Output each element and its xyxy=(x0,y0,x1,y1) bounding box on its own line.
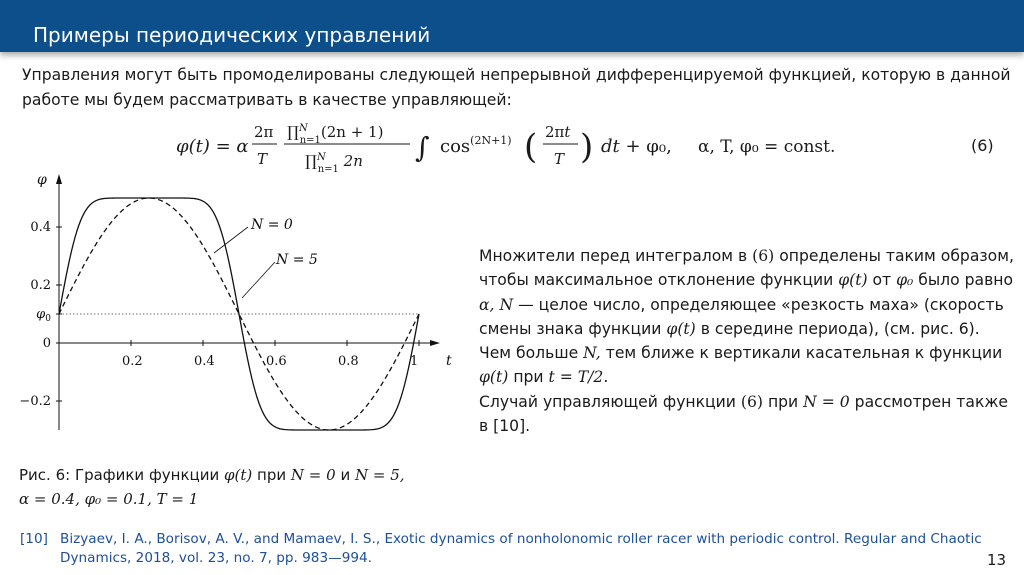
y-tick-label: −0.2 xyxy=(19,394,51,409)
caption-mid1: при xyxy=(257,466,287,484)
label-n5: N = 5 xyxy=(276,252,318,268)
y-tick-label: 0 xyxy=(42,336,51,351)
desc-p2-N: N, xyxy=(583,344,601,363)
plot-axes xyxy=(56,174,440,430)
y-tick-label: 0.2 xyxy=(30,278,51,293)
formula-condition: α, T, φ₀ = const. xyxy=(698,137,836,157)
desc-p1-ref: (6) xyxy=(752,247,775,265)
desc-p1-alpha: α, xyxy=(479,295,495,314)
y-axis-arrow xyxy=(56,174,62,184)
x-tick-label: 0.4 xyxy=(194,354,215,369)
description-paragraph-3 xyxy=(479,390,1014,439)
desc-p1-fn: φ(t) xyxy=(838,271,868,290)
desc-p2-fn: φ(t) xyxy=(479,368,509,387)
caption-n0: N = 0 xyxy=(290,466,336,484)
caption-fn: φ(t) xyxy=(224,466,253,484)
x-tick-label: 0.2 xyxy=(122,354,143,369)
desc-p1-f: в середине периода), (см. рис. 6). xyxy=(700,319,980,338)
formula-tail: dt + φ₀, xyxy=(601,136,672,157)
caption-n5: N = 5, xyxy=(355,466,405,484)
formula-lhs: φ(t) = α xyxy=(176,136,249,157)
label-n0: N = 0 xyxy=(251,217,293,233)
x-tick-label: 1 xyxy=(410,354,419,369)
intro-text: Управления могут быть промоделированы следующей непрерывной дифференцируемой функцией, которую в данной работе мы будем рассматривать в качестве управляющей: xyxy=(22,66,1011,109)
desc-p3-ref: (6) xyxy=(740,392,763,411)
caption-params: α = 0.4, φ₀ = 0.1, T = 1 xyxy=(19,490,199,508)
formula-paren-open: ( xyxy=(524,127,538,167)
slide-header xyxy=(0,0,1024,52)
figure-caption xyxy=(19,463,479,511)
formula-integral: ∫ xyxy=(415,131,430,164)
desc-p1-N: N xyxy=(499,295,514,314)
desc-p1-fn2: φ(t) xyxy=(666,319,696,338)
desc-p1-d: было равно xyxy=(918,271,1014,290)
desc-p1-e: — целое число, определяющее «резкость маха» (скорость смены знака функции xyxy=(479,295,1004,338)
page-number: 13 xyxy=(987,551,1007,569)
x-axis-label: t xyxy=(446,353,452,369)
formula-frac2-den: ∏$^N$ n=1 2n xyxy=(305,152,363,175)
plot-labels xyxy=(37,172,452,369)
equation-number: (6) xyxy=(971,136,994,155)
formula-frac3-den: T xyxy=(554,150,565,168)
desc-p1-a: Множители перед интегралом в xyxy=(479,247,748,265)
reference-text: Bizyaev, I. A., Borisov, A. V., and Mamaev, I. S., Exotic dynamics of nonholonomic roller racer with periodic control. Regular and Chaotic Dynamics, 2018, vol. 23, no. 7, pp. 983—994. xyxy=(60,531,982,566)
desc-p2-a: Чем больше xyxy=(479,344,579,363)
desc-p3-b: при xyxy=(767,392,799,411)
caption-prefix: Рис. 6: Графики функции xyxy=(19,466,220,484)
description-paragraph-1 xyxy=(479,244,1014,341)
description-paragraph-2 xyxy=(479,341,1014,390)
plot-ticks xyxy=(19,220,419,409)
label-n0-leader xyxy=(214,227,248,253)
description-text xyxy=(479,244,1014,438)
reference-label: [10] xyxy=(20,531,48,547)
y-tick-label: $\varphi_0$ xyxy=(36,307,51,324)
formula-frac2-num: ∏$^N$ n=1(2n + 1) xyxy=(287,123,384,146)
caption-mid2: и xyxy=(340,466,351,484)
desc-p2-b: тем ближе к вертикали касательная к функции xyxy=(605,344,1003,363)
label-n5-leader xyxy=(242,262,275,298)
desc-p2-c: при xyxy=(513,368,544,387)
desc-p2-cond: t = T/2. xyxy=(548,368,609,387)
x-axis-arrow xyxy=(430,340,440,346)
desc-p1-phi0: φ₀ xyxy=(896,271,914,290)
desc-p3-cond: N = 0 xyxy=(803,392,850,411)
desc-p1-b: определены таким образом, чтобы максимальное отклонение функции xyxy=(479,247,1014,290)
slide-title: Примеры периодических управлений xyxy=(33,23,431,47)
desc-p1-c: от xyxy=(872,271,892,290)
formula-paren-close: ) xyxy=(580,127,594,167)
desc-p3-c: рассмотрен также в [10]. xyxy=(479,392,1009,436)
y-axis-label: φ xyxy=(37,172,47,188)
formula-frac1-den: T xyxy=(257,150,268,168)
formula-frac3-num: 2πt xyxy=(545,123,571,141)
desc-p3-a: Случай управляющей функции xyxy=(479,392,736,411)
formula-frac1-num: 2π xyxy=(254,123,274,141)
phi-plot xyxy=(0,160,460,460)
y-tick-label: 0.4 xyxy=(30,220,51,235)
x-tick-label: 0.6 xyxy=(266,354,287,369)
x-tick-label: 0.8 xyxy=(338,354,359,369)
formula-cos: $\cos^{(2N+1)}$ xyxy=(440,134,512,157)
